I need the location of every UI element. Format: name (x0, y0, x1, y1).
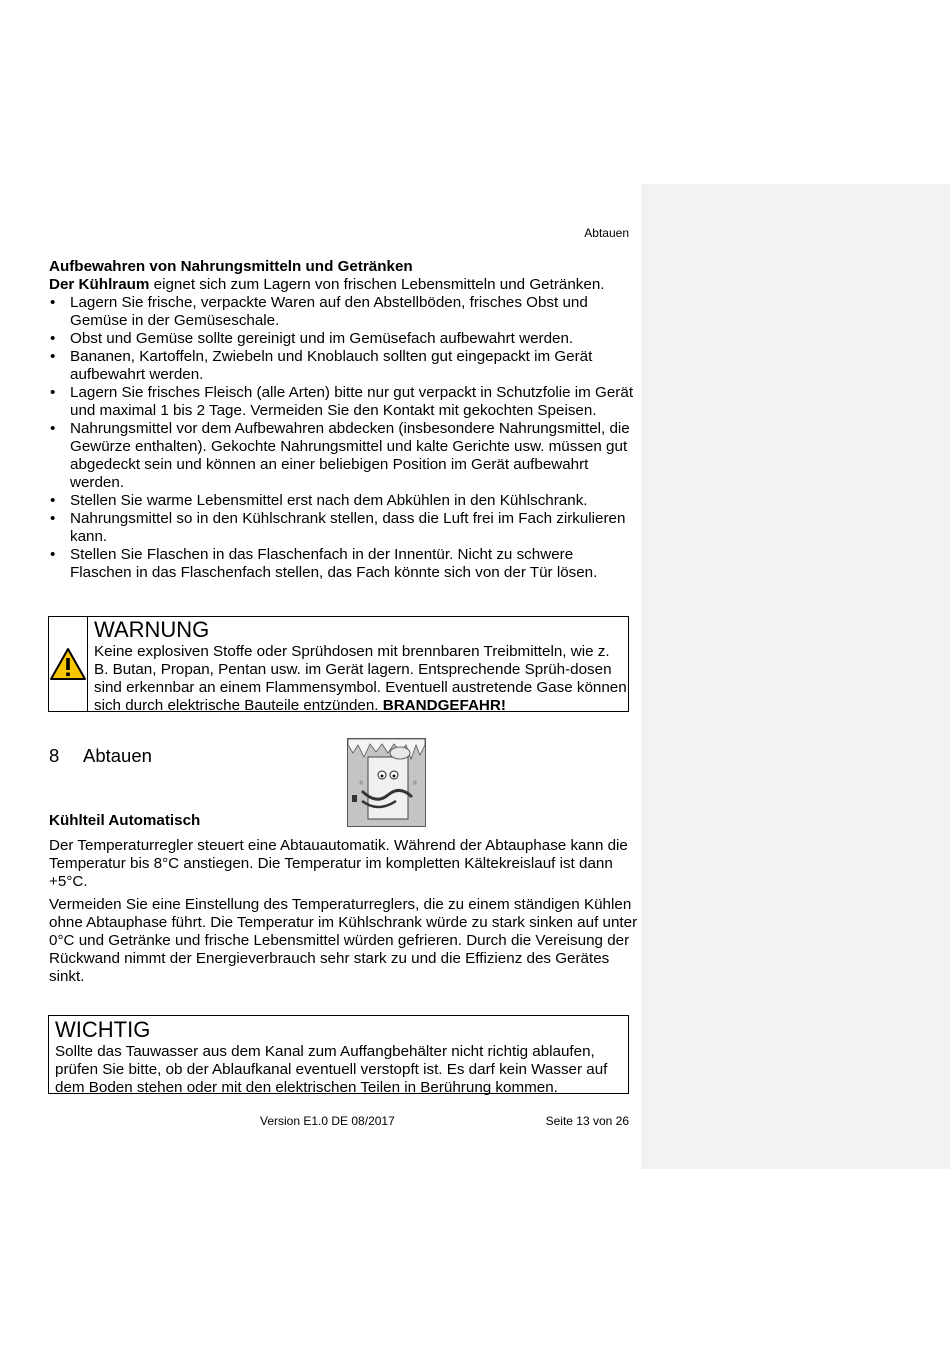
list-item (49, 546, 634, 582)
list-item-text: Obst und Gemüse sollte gereinigt und im Gemüsefach aufbewahrt werden. (70, 330, 574, 347)
important-text: Sollte das Tauwasser aus dem Kanal zum Auffangbehälter nicht richtig ablaufen, prüfen Sie bitte, ob der Ablaufkanal eventuell verstopft ist. Es darf kein Wasser auf dem Boden stehen oder mit den elektrischen Teilen in Berührung kommen. (55, 1043, 608, 1096)
list-item-text: Lagern Sie frische, verpackte Waren auf den Abstellböden, frisches Obst und Gemüse in der Gemüseschale. (70, 294, 588, 329)
section-title: Abtauen (83, 745, 152, 766)
bullet-icon: • (50, 348, 56, 365)
warning-title: WARNUNG (94, 617, 210, 642)
comment-margin-panel (641, 184, 950, 1169)
list-item (49, 294, 634, 330)
storage-section (49, 258, 634, 582)
warning-triangle-icon (49, 647, 87, 681)
warning-icon-cell (49, 617, 88, 711)
list-item (49, 492, 634, 510)
bullet-icon: • (50, 546, 56, 563)
warning-body: Keine explosiven Stoffe oder Sprühdosen mit brennbaren Treibmitteln, wie z. B. Butan, Propan, Pentan usw. im Gerät lagern. Entsprechende Sprüh-dosen sind erkennbar an einem Flammensymbol. Eventuell austretende Gase können sich durch elektrische Bauteile entzünden. (94, 643, 627, 714)
paragraph-setting-advice: Vermeiden Sie eine Einstellung des Temperaturreglers, die zu einem ständigen Kühlen ohne Abtauphase führt. Die Temperatur im Kühlschrank würde zu stark sinken auf unter 0°C und Getränke und frische Lebensmittel würden gefrieren. Durch die Vereisung der Rückwand nimmt der Energieverbrauch sehr stark zu und die Effizienz des Gerätes sinkt. (49, 896, 638, 985)
important-box (48, 1015, 629, 1094)
footer-version: Version E1.0 DE 08/2017 (260, 1114, 395, 1128)
list-item (49, 330, 634, 348)
list-item-text: Lagern Sie frisches Fleisch (alle Arten) bitte nur gut verpackt in Schutzfolie im Gerät und maximal 1 bis 2 Tage. Vermeiden Sie den Kontakt mit gekochten Speisen. (70, 384, 634, 419)
section-heading (49, 747, 152, 765)
footer-page-number: Seite 13 von 26 (545, 1114, 629, 1128)
list-item-text: Nahrungsmittel vor dem Aufbewahren abdecken (insbesondere Nahrungsmittel, die Gewürze enthalten). Gekochte Nahrungsmittel und kalte Gerichte usw. müssen gut abgedeckt sein und können an einer beliebigen Position im Gerät aufbewahrt werden. (70, 420, 630, 491)
bullet-icon: • (50, 384, 56, 401)
warning-content (88, 617, 628, 714)
bullet-icon: • (50, 294, 56, 311)
section-number: 8 (49, 745, 60, 766)
list-item-text: Bananen, Kartoffeln, Zwiebeln und Knoblauch sollten gut eingepackt im Gerät aufbewahrt werden. (70, 348, 593, 383)
bullet-icon: • (50, 330, 56, 347)
list-item-text: Stellen Sie warme Lebensmittel erst nach dem Abkühlen in den Kühlschrank. (70, 492, 588, 509)
list-item-text: Nahrungsmittel so in den Kühlschrank stellen, dass die Luft frei im Fach zirkulieren kann. (70, 510, 626, 545)
list-item (49, 348, 634, 384)
list-item (49, 384, 634, 420)
defrost-fridge-illustration-icon (348, 739, 425, 826)
paragraph-defrost-automatic: Der Temperaturregler steuert eine Abtauautomatik. Während der Abtauphase kann die Temperatur bis 8°C anstiegen. Die Temperatur im kompletten Kältekreislauf ist dann +5°C. (49, 837, 628, 890)
storage-intro-bold: Der Kühlraum (49, 276, 150, 293)
storage-heading: Aufbewahren von Nahrungsmitteln und Getränken (49, 258, 413, 275)
warning-box (48, 616, 629, 712)
subheading: Kühlteil Automatisch (49, 812, 201, 829)
list-item (49, 510, 634, 546)
svg-text:®: ® (358, 780, 364, 787)
storage-intro-rest: eignet sich zum Lagern von frischen Lebensmitteln und Getränken. (149, 276, 605, 293)
list-item-text: Stellen Sie Flaschen in das Flaschenfach in der Innentür. Nicht zu schwere Flaschen in das Flaschenfach stellen, das Fach könnte sich von der Tür lösen. (70, 546, 598, 581)
warning-text (94, 643, 628, 715)
bullet-icon: • (50, 510, 56, 527)
warning-emphasis: BRANDGEFAHR! (382, 697, 506, 714)
list-item (49, 420, 634, 492)
defrost-illustration (347, 738, 426, 827)
bullet-icon: • (50, 420, 56, 437)
storage-bullet-list (49, 294, 634, 582)
storage-intro (49, 276, 634, 294)
svg-text:®: ® (412, 780, 418, 787)
important-title: WICHTIG (55, 1017, 151, 1042)
running-header: Abtauen (584, 226, 629, 240)
bullet-icon: • (50, 492, 56, 509)
